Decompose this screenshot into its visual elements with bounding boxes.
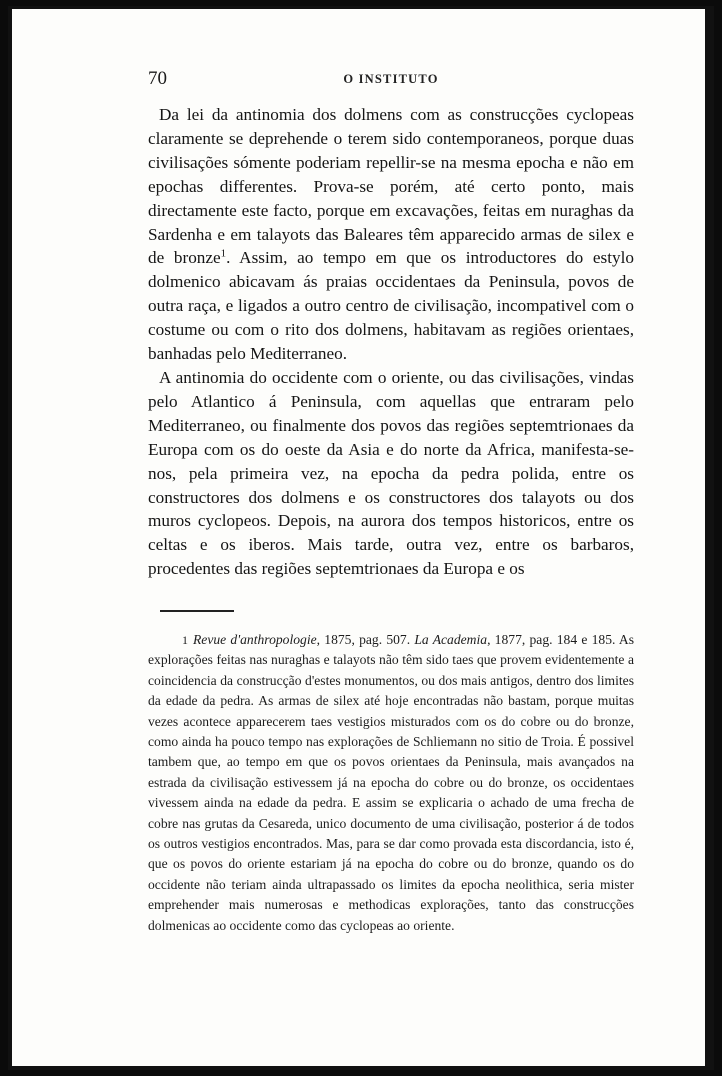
footnotes xyxy=(148,630,634,936)
book-page xyxy=(8,6,714,1070)
footnote-source-1-title: Revue d'anthropologie xyxy=(193,632,317,647)
paragraph-2: A antinomia do occidente com o oriente, ou das civilisações, vindas pelo Atlantico á Peninsula, com aquellas que entraram pelo Mediterraneo, ou finalmente dos povos das regiões septemtrionaes da Europa com os do oeste da Asia e do norte da Africa, manifesta-se-nos, pela primeira vez, na epocha da pedra polida, entre os constructores dos dolmens e os constructores dos talayots ou dos muros cyclopeos. Depois, na aurora dos tempos historicos, entre os celtas e os iberos. Mais tarde, outra vez, entre os barbaros, procedentes das regiões septemtrionaes da Europa e os xyxy=(148,367,634,579)
footnote-text: As explorações feitas nas nuraghas e talayots não têm sido taes que provem evidentemente a coincidencia da construcção d'estes monumentos, ou dos mais antigos, dentro dos limites da edade da pedra. As armas de silex até hoje encontradas não bastam, porque muitas vezes acontece apparecerem taes vestigios misturados com os do cobre ou do bronze, como ainda ha pouco tempo nas explorações de Schliemann no sitio de Troia. É possivel tambem que, ao tempo em que os povos orientaes da Peninsula, mais avançados na estrada da civilisação estivessem já na epocha do cobre ou do bronze, os occidentaes vivessem ainda na edade da pedra. E assim se explicaria o achado de uma frecha de cobre nas grutas da Cesareda, unico documento de uma civilisação, posterior á de todos os outros vestigios encontrados. Mas, para se dar como provada esta discordancia, isto é, que os povos do oriente estariam já na epocha do cobre ou do bronze, quando os do occidente não teriam ainda ultrapassado os limites da epocha neolithica, seria mister emprehender mais numerosas e methodicas explorações, tanto das construcções dolmenicas ao occidente como das cyclopeas ao oriente. xyxy=(148,632,634,933)
paragraph-1 xyxy=(148,103,634,366)
footnote-marker: 1 xyxy=(182,633,188,647)
paragraph-1-text-b: . Assim, ao tempo em que os introductores do estylo dolmenico abicavam ás praias occidentaes da Peninsula, povos de outra raça, e ligados a outro centro de civilisação, incompativel com o costume ou com o rito dos dolmens, habitavam as regiões orientaes, banhadas pelo Mediterraneo. xyxy=(148,248,634,364)
paragraph-1-text-a: Da lei da antinomia dos dolmens com as construcções cyclopeas claramente se deprehende o terem sido contemporaneos, porque duas civilisações sómente poderiam repellir-se na mesma epocha e não em epochas differentes. Prova-se porém, até certo ponto, mais directamente este facto, porque em excavações, feitas em nuraghas da Sardenha e em talayots das Baleares têm apparecido armas de silex e de bronze xyxy=(148,105,634,268)
footnote-reference: 1 xyxy=(220,247,227,260)
footnote-source-2-title: La Academia xyxy=(414,632,488,647)
running-title: O INSTITUTO xyxy=(343,72,439,86)
footnote-source-2-details: , 1877, pag. 184 e 185. xyxy=(487,632,616,647)
footnote-separator xyxy=(160,610,234,612)
footnote-1 xyxy=(148,630,634,936)
page-header xyxy=(148,68,634,92)
page-number: 70 xyxy=(148,68,167,89)
main-text xyxy=(148,103,634,581)
footnote-source-1-details: , 1875, pag. 507. xyxy=(316,632,415,647)
